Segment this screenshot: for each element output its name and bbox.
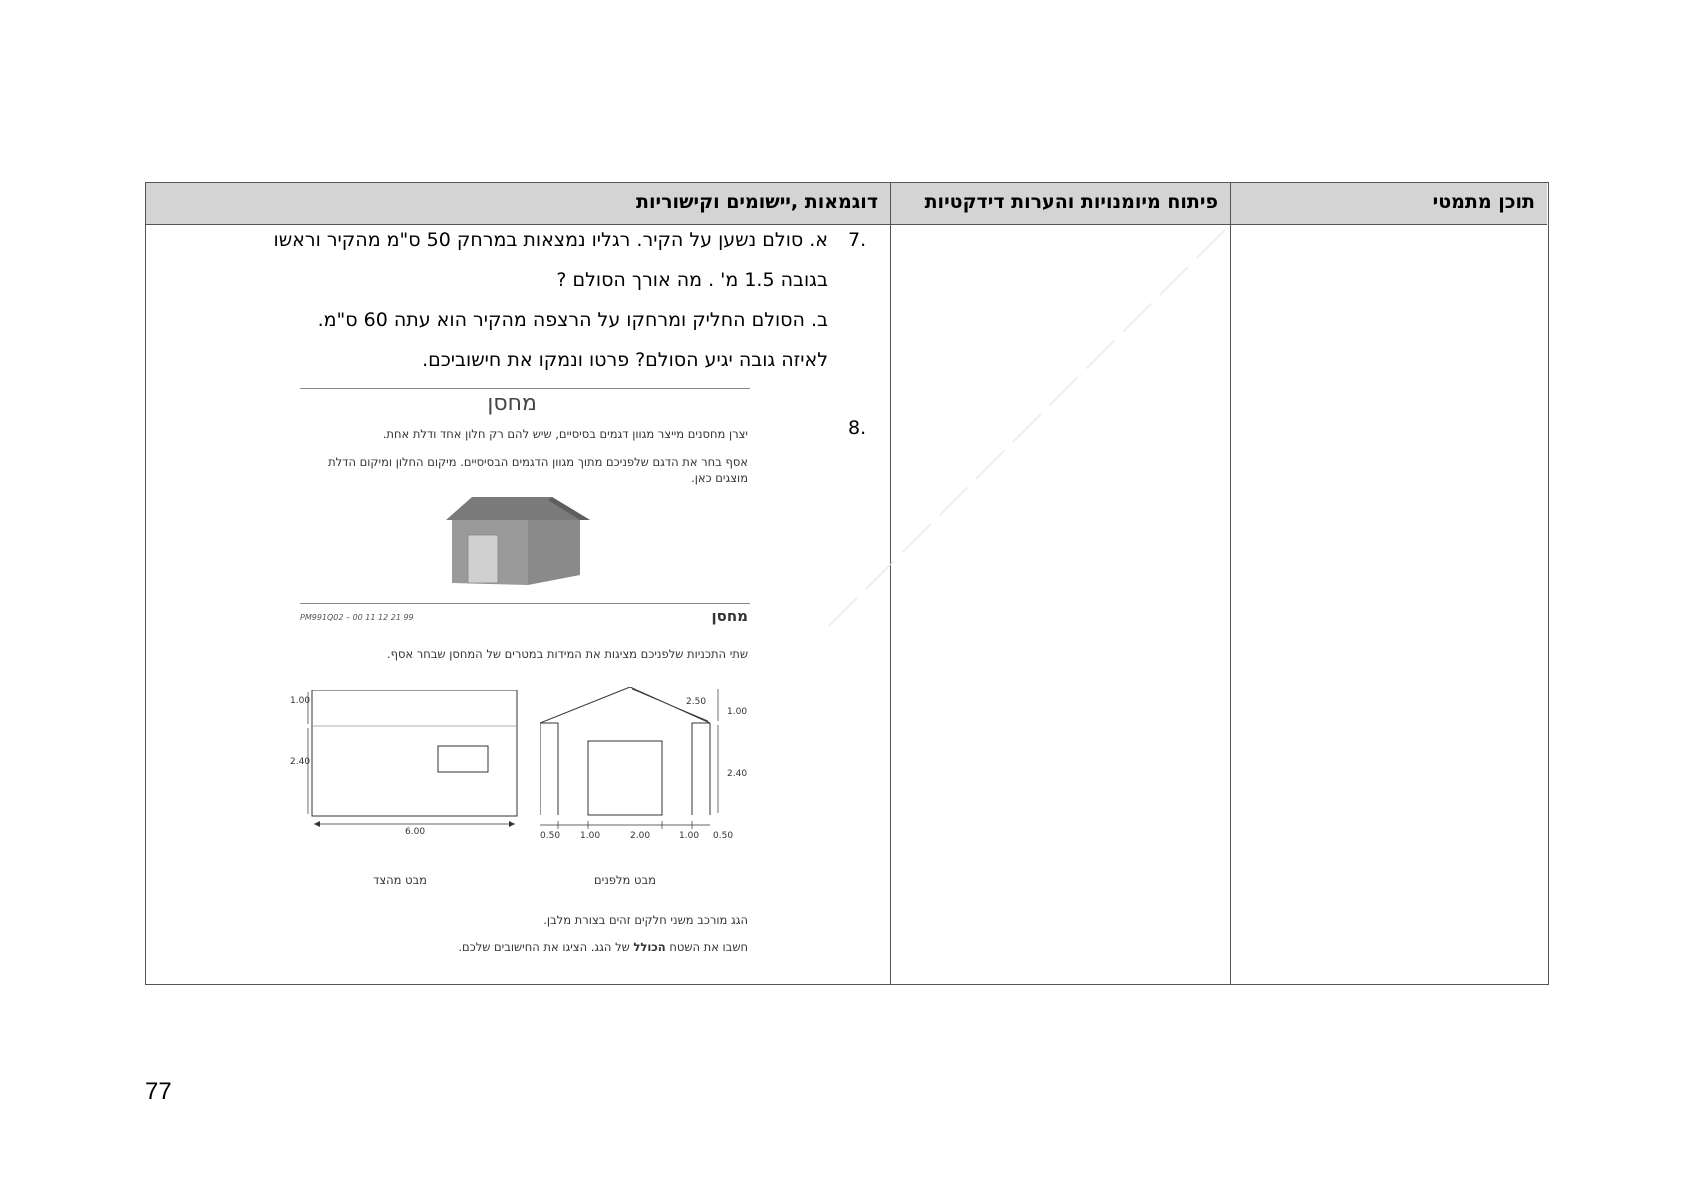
calc-text-post: של הגג. הציגו את החישובים שלכם. xyxy=(458,940,634,954)
dim-front-a: 0.50 xyxy=(540,831,561,841)
shed-illustration xyxy=(440,495,610,591)
figure-rule-top xyxy=(300,388,750,389)
figure-intro-2: אסף בחר את הדגם שלפניכם מתוך מגוון הדגמים הבסיסיים. מיקום החלון ומיקום הדלת xyxy=(328,455,748,469)
dim-side-height-wall: 2.40 xyxy=(290,757,311,767)
calc-text-pre: חשבו את השטח xyxy=(665,940,748,954)
dim-front-d: 1.00 xyxy=(679,831,700,841)
header-skills: פיתוח מיומנויות והערות דידקטיות xyxy=(890,183,1230,225)
dim-front-c: 2.00 xyxy=(630,831,651,841)
dim-front-e: 0.50 xyxy=(713,831,734,841)
dim-front-height-top: 1.00 xyxy=(727,707,748,717)
dim-front-height-wall: 2.40 xyxy=(727,769,748,779)
item-code: PM991Q02 – 00 11 12 21 99 xyxy=(300,613,414,622)
dim-front-b: 1.00 xyxy=(580,831,601,841)
section-title: מחסן xyxy=(711,607,748,625)
header-examples: דוגמאות ,יישומים וקישוריות xyxy=(146,183,890,225)
side-view-label: מבט מהצד xyxy=(373,873,427,887)
dim-side-height-top: 1.00 xyxy=(290,696,311,706)
page-number: 77 xyxy=(145,1078,172,1105)
calc-text xyxy=(458,940,748,954)
question-7-line-1: א. סולם נשען על הקיר. רגליו נמצאות במרחק 50 ס"מ מהקיר וראשו xyxy=(273,229,828,251)
header-math-content: תוכן מתמטי xyxy=(1230,183,1547,225)
figure-intro-1: יצרן מחסנים מייצר מגוון דגמים בסיסיים, שיש להם רק חלון אחד ודלת אחת. xyxy=(382,427,748,441)
roof-text: הגג מורכב משני חלקים זהים בצורת מלבן. xyxy=(543,913,748,927)
side-view-drawing xyxy=(290,690,530,840)
question-7-number: 7. xyxy=(848,229,867,251)
faint-diagonal-mark xyxy=(820,225,1230,645)
plans-text: שתי התכניות שלפניכם מציגות את המידות במטרים של המחסן שבחר אסף. xyxy=(386,647,748,661)
figure-rule-mid xyxy=(300,603,750,604)
question-7-line-4: לאיזה גובה יגיע הסולם? פרטו ונמקו את חישוביכם. xyxy=(422,349,828,371)
shed-figure xyxy=(290,385,760,985)
dim-side-width: 6.00 xyxy=(405,827,426,837)
column-divider xyxy=(1230,183,1231,984)
figure-intro-3: מוצגים כאן. xyxy=(691,471,748,485)
question-8-number: 8. xyxy=(848,417,867,439)
front-view-drawing xyxy=(540,687,750,847)
figure-title: מחסן xyxy=(487,391,537,416)
front-view-label: מבט מלפנים xyxy=(594,873,656,887)
question-7-line-2: בגובה 1.5 מ' . מה אורך הסולם ? xyxy=(556,269,828,291)
question-7-line-3: ב. הסולם החליק ומרחקו על הרצפה מהקיר הוא עתה 60 ס"מ. xyxy=(317,309,828,331)
dim-front-roof: 2.50 xyxy=(686,697,707,707)
calc-text-bold: הכולל xyxy=(633,940,666,954)
